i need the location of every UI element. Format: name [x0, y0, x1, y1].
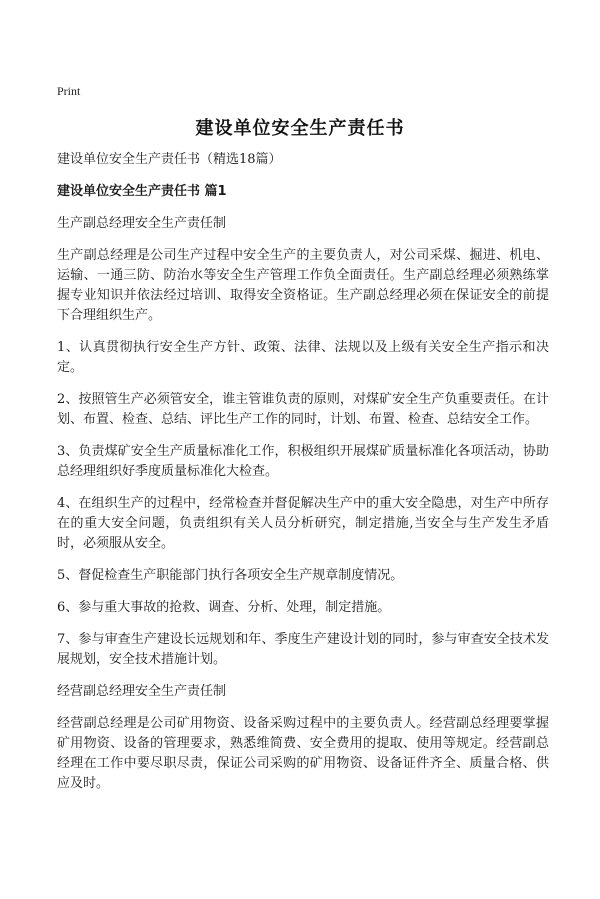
paragraph: 生产副总经理是公司生产过程中安全生产的主要负责人，对公司采煤、掘进、机电、运输、一通三防、防治水等安全生产管理工作负全面责任。生产副总经理必须熟练掌握专业知识并依法经过培训、取得安全资格证。生产副总经理必须在保证安全的前提下合理组织生产。 — [57, 248, 549, 323]
document-subtitle: 建设单位安全生产责任书（精选18篇） — [57, 152, 282, 167]
print-label[interactable]: Print — [57, 84, 81, 98]
list-item: 3、负责煤矿安全生产质量标准化工作，积极组织开展煤矿质量标准化各项活动，协助总经理组织好季度质量标准化大检查。 — [57, 444, 549, 479]
list-item: 7、参与审查生产建设长远规划和年、季度生产建设计划的同时，参与审查安全技术发展规划，安全技术措施计划。 — [57, 632, 549, 667]
list-item: 4、在组织生产的过程中，经常检查并督促解决生产中的重大安全隐患，对生产中所存在的重大安全问题，负责组织有关人员分析研究，制定措施,当安全与生产发生矛盾时，必须服从安全。 — [57, 496, 549, 551]
paragraph: 经营副总经理是公司矿用物资、设备采购过程中的主要负责人。经营副总经理要掌握矿用物资、设备的管理要求，熟悉维简费、安全费用的提取、使用等规定。经营副总经理在工作中要尽职尽责，保证公司采购的矿用物资、设备证件齐全、质量合格、供应及时。 — [57, 716, 549, 791]
subheading-production: 生产副总经理安全生产责任制 — [57, 216, 227, 231]
subheading-operations: 经营副总经理安全生产责任制 — [57, 684, 227, 699]
list-item: 1、认真贯彻执行安全生产方针、政策、法律、法规以及上级有关安全生产指示和决定。 — [57, 340, 549, 375]
section-heading: 建设单位安全生产责任书 篇1 — [57, 184, 227, 199]
document-body — [57, 150, 549, 806]
list-item: 2、按照管生产必须管安全，谁主管谁负责的原则，对煤矿安全生产负重要责任。在计划、布置、检查、总结、评比生产工作的同时，计划、布置、检查、总结安全工作。 — [57, 392, 549, 427]
list-item: 6、参与重大事故的抢救、调查、分析、处理，制定措施。 — [57, 600, 391, 615]
list-item: 5、督促检查生产职能部门执行各项安全生产规章制度情况。 — [57, 568, 404, 583]
page-title: 建设单位安全生产责任书 — [195, 118, 405, 139]
